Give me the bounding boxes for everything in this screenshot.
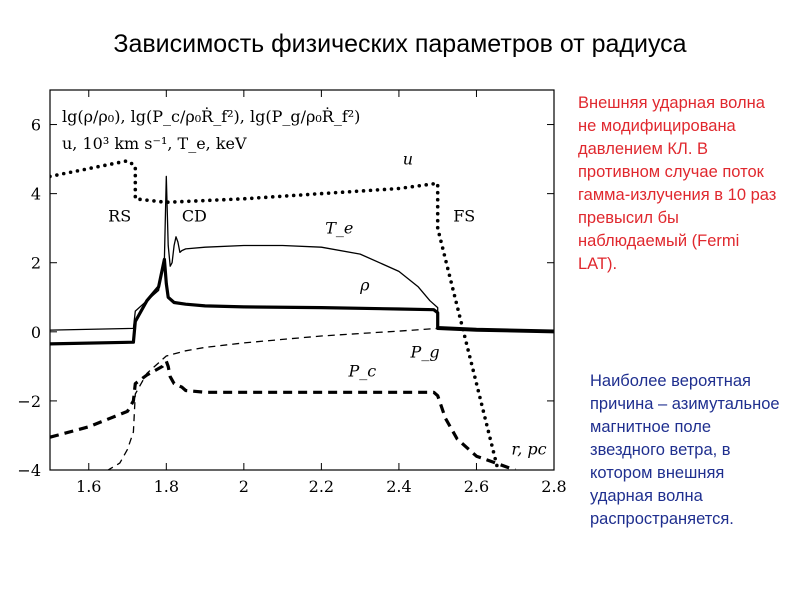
legend-line-2: u, 10³ km s⁻¹, T_e, keV [62, 134, 247, 153]
x-axis-label: r, pc [511, 439, 547, 459]
annotation-rs: RS [108, 206, 132, 226]
y-tick-label: 4 [30, 184, 41, 204]
x-tick-label: 2 [238, 477, 249, 496]
y-tick-label: 6 [30, 115, 41, 135]
legend-line-1: lg(ρ/ρ₀), lg(P_c/ρ₀Ṙ_f²), lg(P_g/ρ₀Ṙ_f²) [62, 107, 361, 126]
y-tick-label: −4 [17, 461, 41, 480]
x-tick-label: 2.4 [386, 477, 412, 496]
annotation-cd: CD [181, 206, 207, 226]
annotation-fs: FS [453, 206, 476, 226]
x-tick-label: 1.8 [153, 477, 180, 496]
series-line-pc [50, 361, 515, 470]
note-cr-pressure: Внешняя ударная волна не модифицирована давлением КЛ. В противном случае поток гамма-излучения в 10 раз превысил бы наблюдаемый (Fermi LAT). [578, 94, 777, 273]
series-label: P_c [348, 361, 377, 381]
series-label: ρ [360, 275, 370, 295]
y-tick-label: 2 [30, 253, 41, 273]
series-line- [50, 259, 554, 344]
note-magnetic-field: Наиболее вероятная причина – азимутальное магнитное поле звездного ветра, в котором внешняя ударная волна распространяется. [590, 372, 780, 528]
series-label: P_g [410, 342, 440, 362]
x-tick-label: 1.6 [76, 477, 102, 496]
slide-title: Зависимость физических параметров от радиуса [113, 30, 687, 58]
x-tick-label: 2.2 [308, 477, 335, 496]
series-label: T_e [325, 218, 354, 238]
series-label: u [402, 149, 414, 169]
x-tick-label: 2.6 [463, 477, 490, 496]
x-tick-label: 2.8 [541, 477, 567, 496]
y-tick-label: −2 [17, 391, 41, 411]
series-line-pg [97, 328, 438, 477]
y-tick-label: 0 [30, 322, 41, 342]
